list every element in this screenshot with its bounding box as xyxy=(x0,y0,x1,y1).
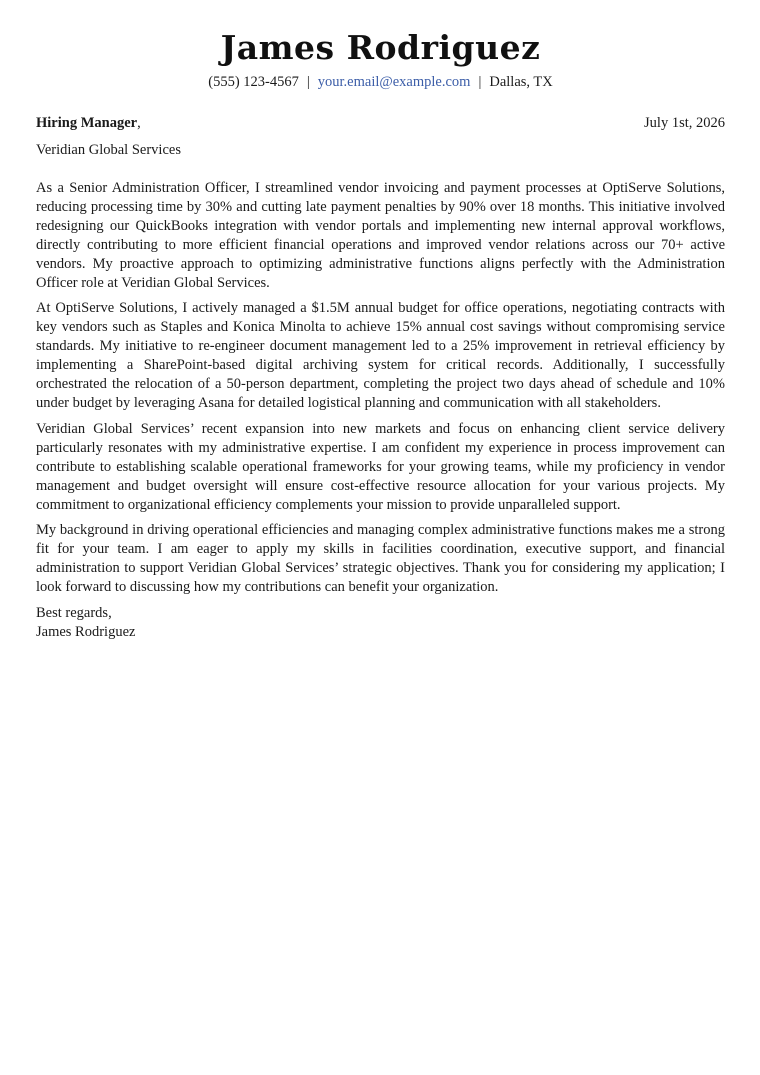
separator: | xyxy=(306,74,310,90)
closing-signature: James Rodriguez xyxy=(36,624,136,641)
closing-salutation: Best regards, xyxy=(36,605,112,622)
recipient-name: Hiring Manager xyxy=(36,115,138,131)
sender-name: James Rodriguez xyxy=(220,28,541,67)
letter-body xyxy=(36,179,725,642)
body-paragraph: As a Senior Administration Officer, I streamlined vendor invoicing and payment processes at OptiServe Solutions, reducing processing time by 30% and cutting late payment penalties by 90% over 18 months. This initiative involved redesigning our QuickBooks integration with vendor portals and implementing new internal approval workflows, directly contributing to more efficient financial operations and improved vendor relations across our 70+ active vendors. My proactive approach to optimizing administrative functions aligns perfectly with the Administration Officer role at Veridian Global Services. xyxy=(36,180,725,291)
email-link[interactable]: your.email@example.com xyxy=(317,74,471,90)
recipient-name-comma: , xyxy=(137,115,141,131)
recipient-company: Veridian Global Services xyxy=(36,142,181,158)
separator: | xyxy=(478,74,482,90)
location: Dallas, TX xyxy=(489,74,553,90)
body-paragraph: Veridian Global Services’ recent expansion into new markets and focus on enhancing client service delivery particularly resonates with my administrative expertise. I am confident my experience in process improvement can contribute to establishing scalable operational frameworks for your growing teams, while my proficiency in vendor management and budget oversight will ensure cost-effective resource allocation for your various projects. My commitment to organizational efficiency complements your mission to provide unparalleled support. xyxy=(36,420,725,513)
contact-line xyxy=(36,72,725,92)
body-paragraph: At OptiServe Solutions, I actively managed a $1.5M annual budget for office operations, negotiating contracts with key vendors such as Staples and Konica Minolta to achieve 15% annual cost savings without compromising service standards. My initiative to re-engineer document management led to a 25% improvement in retrieval efficiency by implementing a SharePoint-based digital archiving system for critical records. Additionally, I successfully orchestrated the relocation of a 50-person department, completing the project two days ahead of schedule and 10% under budget by leveraging Asana for detailed logistical planning and communication with all stakeholders. xyxy=(36,300,725,411)
closing-block xyxy=(36,604,725,642)
letter-date: July 1st, 2026 xyxy=(644,115,725,131)
phone-number: (555) 123-4567 xyxy=(208,74,299,90)
body-paragraph: My background in driving operational efficiencies and managing complex administrative functions makes me a strong fit for your team. I am eager to apply my skills in facilities coordination, executive support, and financial administration to support Veridian Global Services’ strategic objectives. Thank you for considering my application; I look forward to discussing how my contributions can benefit your organization. xyxy=(36,522,725,596)
recipient-row xyxy=(36,113,725,133)
